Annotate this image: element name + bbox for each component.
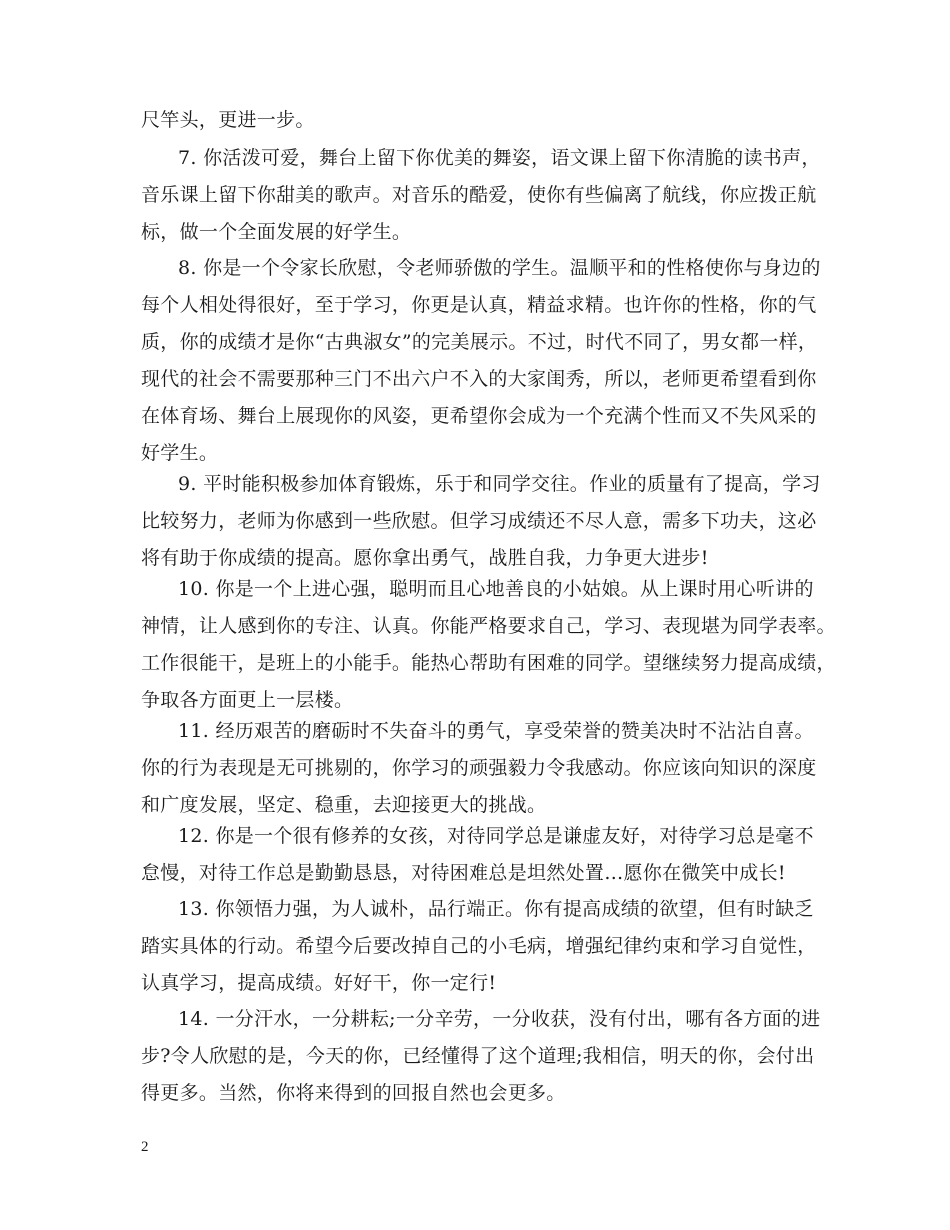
text-line: 怠慢，对待工作总是勤勤恳恳，对待困难总是坦然处置…愿你在微笑中成长! xyxy=(141,862,786,884)
text-line: 步?令人欣慰的是，今天的你，已经懂得了这个道理;我相信，明天的你，会付出 xyxy=(141,1045,815,1067)
text-line: 质，你的成绩才是你“古典淑女”的完美展示。不过，时代不同了，男女都一样， xyxy=(141,331,818,353)
text-line: 标，做一个全面发展的好学生。 xyxy=(141,221,412,243)
text-line: 神情，让人感到你的专注、认真。你能严格要求自己，学习、表现堪为同学表率。 xyxy=(141,615,836,637)
text-line: 12. 你是一个很有修养的女孩，对待同学总是谦虚友好，对待学习总是毫不 xyxy=(178,825,814,847)
text-line: 在体育场、舞台上展现你的风姿，更希望你会成为一个充满个性而又不失风采的 xyxy=(141,405,817,427)
text-line: 工作很能干，是班上的小能手。能热心帮助有困难的同学。望继续努力提高成绩， xyxy=(141,652,836,674)
text-line: 你的行为表现是无可挑剔的，你学习的顽强毅力令我感动。你应该向知识的深度 xyxy=(141,757,817,779)
text-line: 10. 你是一个上进心强，聪明而且心地善良的小姑娘。从上课时用心听讲的 xyxy=(178,578,814,600)
text-line: 好学生。 xyxy=(141,442,219,464)
text-line: 音乐课上留下你甜美的歌声。对音乐的酷爱，使你有些偏离了航线，你应拨正航 xyxy=(141,184,817,206)
text-line: 9. 平时能积极参加体育锻炼，乐于和同学交往。作业的质量有了提高，学习 xyxy=(178,473,821,495)
page-number: 2 xyxy=(141,1139,149,1155)
text-line: 比较努力，老师为你感到一些欣慰。但学习成绩还不尽人意，需多下功夫，这必 xyxy=(141,510,817,532)
text-line: 每个人相处得很好，至于学习，你更是认真，精益求精。也许你的性格，你的气 xyxy=(141,294,817,316)
text-line: 尺竿头，更进一步。 xyxy=(141,109,315,131)
text-line: 和广度发展，坚定、稳重，去迎接更大的挑战。 xyxy=(141,794,547,816)
text-line: 8. 你是一个令家长欣慰，令老师骄傲的学生。温顺平和的性格使你与身边的 xyxy=(178,257,821,279)
text-line: 13. 你领悟力强，为人诚朴，品行端正。你有提高成绩的欲望，但有时缺乏 xyxy=(178,898,814,920)
text-line: 认真学习，提高成绩。好好干，你一定行! xyxy=(141,972,497,994)
text-line: 14. 一分汗水，一分耕耘;一分辛劳，一分收获，没有付出，哪有各方面的进 xyxy=(178,1008,821,1030)
text-line: 得更多。当然，你将来得到的回报自然也会更多。 xyxy=(141,1082,566,1104)
text-line: 11. 经历艰苦的磨砺时不失奋斗的勇气，享受荣誉的赞美决时不沾沾自喜。 xyxy=(178,720,814,742)
text-line: 7. 你活泼可爱，舞台上留下你优美的舞姿，语文课上留下你清脆的读书声， xyxy=(178,147,821,169)
text-line: 争取各方面更上一层楼。 xyxy=(141,689,354,711)
text-line: 将有助于你成绩的提高。愿你拿出勇气，战胜自我，力争更大进步! xyxy=(141,547,709,569)
text-line: 踏实具体的行动。希望今后要改掉自己的小毛病，增强纪律约束和学习自觉性， xyxy=(141,935,817,957)
text-line: 现代的社会不需要那种三门不出六户不入的大家闺秀，所以，老师更希望看到你 xyxy=(141,368,817,390)
